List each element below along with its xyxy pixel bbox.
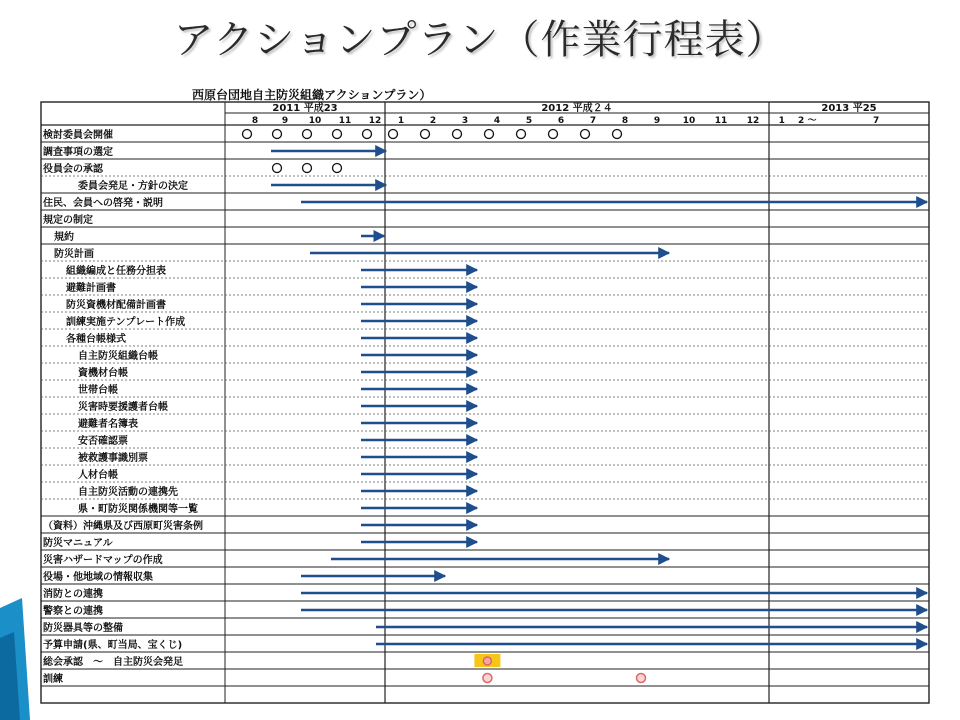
meeting-circle (517, 130, 526, 139)
month-label: 2 ～ (798, 116, 817, 126)
month-label: 5 (525, 116, 533, 126)
meeting-circle (243, 130, 252, 139)
meeting-circle (303, 164, 312, 173)
task-label: 防災資機材配備計画書 (66, 300, 166, 311)
task-label: 資機材台帳 (78, 368, 128, 379)
task-label: 自主防災組織台帳 (78, 351, 158, 362)
meeting-circle (485, 130, 494, 139)
task-label: 総会承認 ～ 自主防災会発足 (43, 657, 183, 668)
task-label: 規定の制定 (43, 215, 93, 226)
month-label: 12 (746, 116, 760, 126)
month-label: 7 (872, 116, 880, 126)
meeting-circle (581, 130, 590, 139)
meeting-circle (333, 130, 342, 139)
meeting-circle (613, 130, 622, 139)
month-label: 4 (493, 116, 501, 126)
month-label: 3 (461, 116, 469, 126)
task-label: 災害ハザードマップの作成 (43, 555, 163, 566)
task-label: 検討委員会開催 (43, 130, 113, 141)
month-label: 8 (621, 116, 629, 126)
task-label: 調査事項の選定 (43, 147, 113, 158)
month-label: 10 (308, 116, 322, 126)
task-label: 訓練 (43, 674, 63, 685)
meeting-circle (389, 130, 398, 139)
task-label: 県・町防災関係機関等一覧 (78, 504, 198, 515)
task-label: 防災マニュアル (43, 538, 113, 549)
month-label: 10 (682, 116, 696, 126)
month-label: 8 (251, 116, 259, 126)
slide-title: アクションプラン（作業行程表） (173, 17, 787, 63)
task-label: 委員会発足・方針の決定 (78, 181, 188, 192)
table-frame (41, 102, 929, 703)
month-label: 2 (429, 116, 437, 126)
month-label: 9 (281, 116, 289, 126)
meeting-circle (333, 164, 342, 173)
task-label: 災害時要援護者台帳 (78, 402, 168, 413)
task-label: 住民、会員への啓発・説明 (43, 198, 163, 209)
document-title: 西原台団地自主防災組織アクションプラン） (192, 88, 432, 102)
year-label: 2011 平成23 (272, 103, 338, 114)
task-label: 安否確認票 (78, 436, 128, 447)
task-label: 防災計画 (54, 249, 94, 260)
task-label: 消防との連携 (43, 589, 103, 600)
month-label: 1 (397, 116, 405, 126)
meeting-circle (421, 130, 430, 139)
meeting-circle (453, 130, 462, 139)
month-label: 6 (557, 116, 565, 126)
task-label: 被救護事識別票 (78, 453, 148, 464)
training-mark (637, 674, 646, 683)
task-label: 予算申請(県、町当局、宝くじ) (43, 640, 183, 651)
meeting-circle (549, 130, 558, 139)
month-label: 1 (778, 116, 785, 126)
task-label: 世帯台帳 (78, 385, 118, 396)
task-label: （資料）沖縄県及び西原町災害条例 (43, 521, 203, 532)
month-label: 9 (653, 116, 661, 126)
task-label: 警察との連携 (43, 606, 103, 617)
meeting-circle (363, 130, 372, 139)
task-label: 役場・他地域の情報収集 (43, 572, 153, 583)
meeting-circle (303, 130, 312, 139)
meeting-circle (273, 164, 282, 173)
event-mark (483, 657, 491, 665)
training-mark (483, 674, 492, 683)
meeting-circle (273, 130, 282, 139)
month-label: 7 (589, 116, 597, 126)
month-label: 11 (338, 116, 352, 126)
month-label: 12 (368, 116, 382, 126)
task-label: 自主防災活動の連携先 (78, 487, 178, 498)
task-label: 訓練実施テンプレート作成 (66, 317, 186, 328)
task-label: 規約 (54, 232, 74, 243)
task-label: 役員会の承認 (43, 164, 103, 175)
corner-decoration (0, 598, 44, 720)
year-label: 2012 平成２４ (541, 103, 613, 114)
task-label: 組織編成と任務分担表 (66, 266, 166, 277)
task-label: 人材台帳 (78, 470, 118, 481)
task-label: 防災器具等の整備 (43, 623, 123, 634)
year-label: 2013 平25 (821, 103, 877, 114)
task-label: 避難者名簿表 (78, 419, 138, 430)
task-label: 各種台帳様式 (66, 334, 126, 345)
task-label: 避難計画書 (66, 283, 116, 294)
schedule-table (40, 101, 932, 705)
month-label: 11 (714, 116, 728, 126)
